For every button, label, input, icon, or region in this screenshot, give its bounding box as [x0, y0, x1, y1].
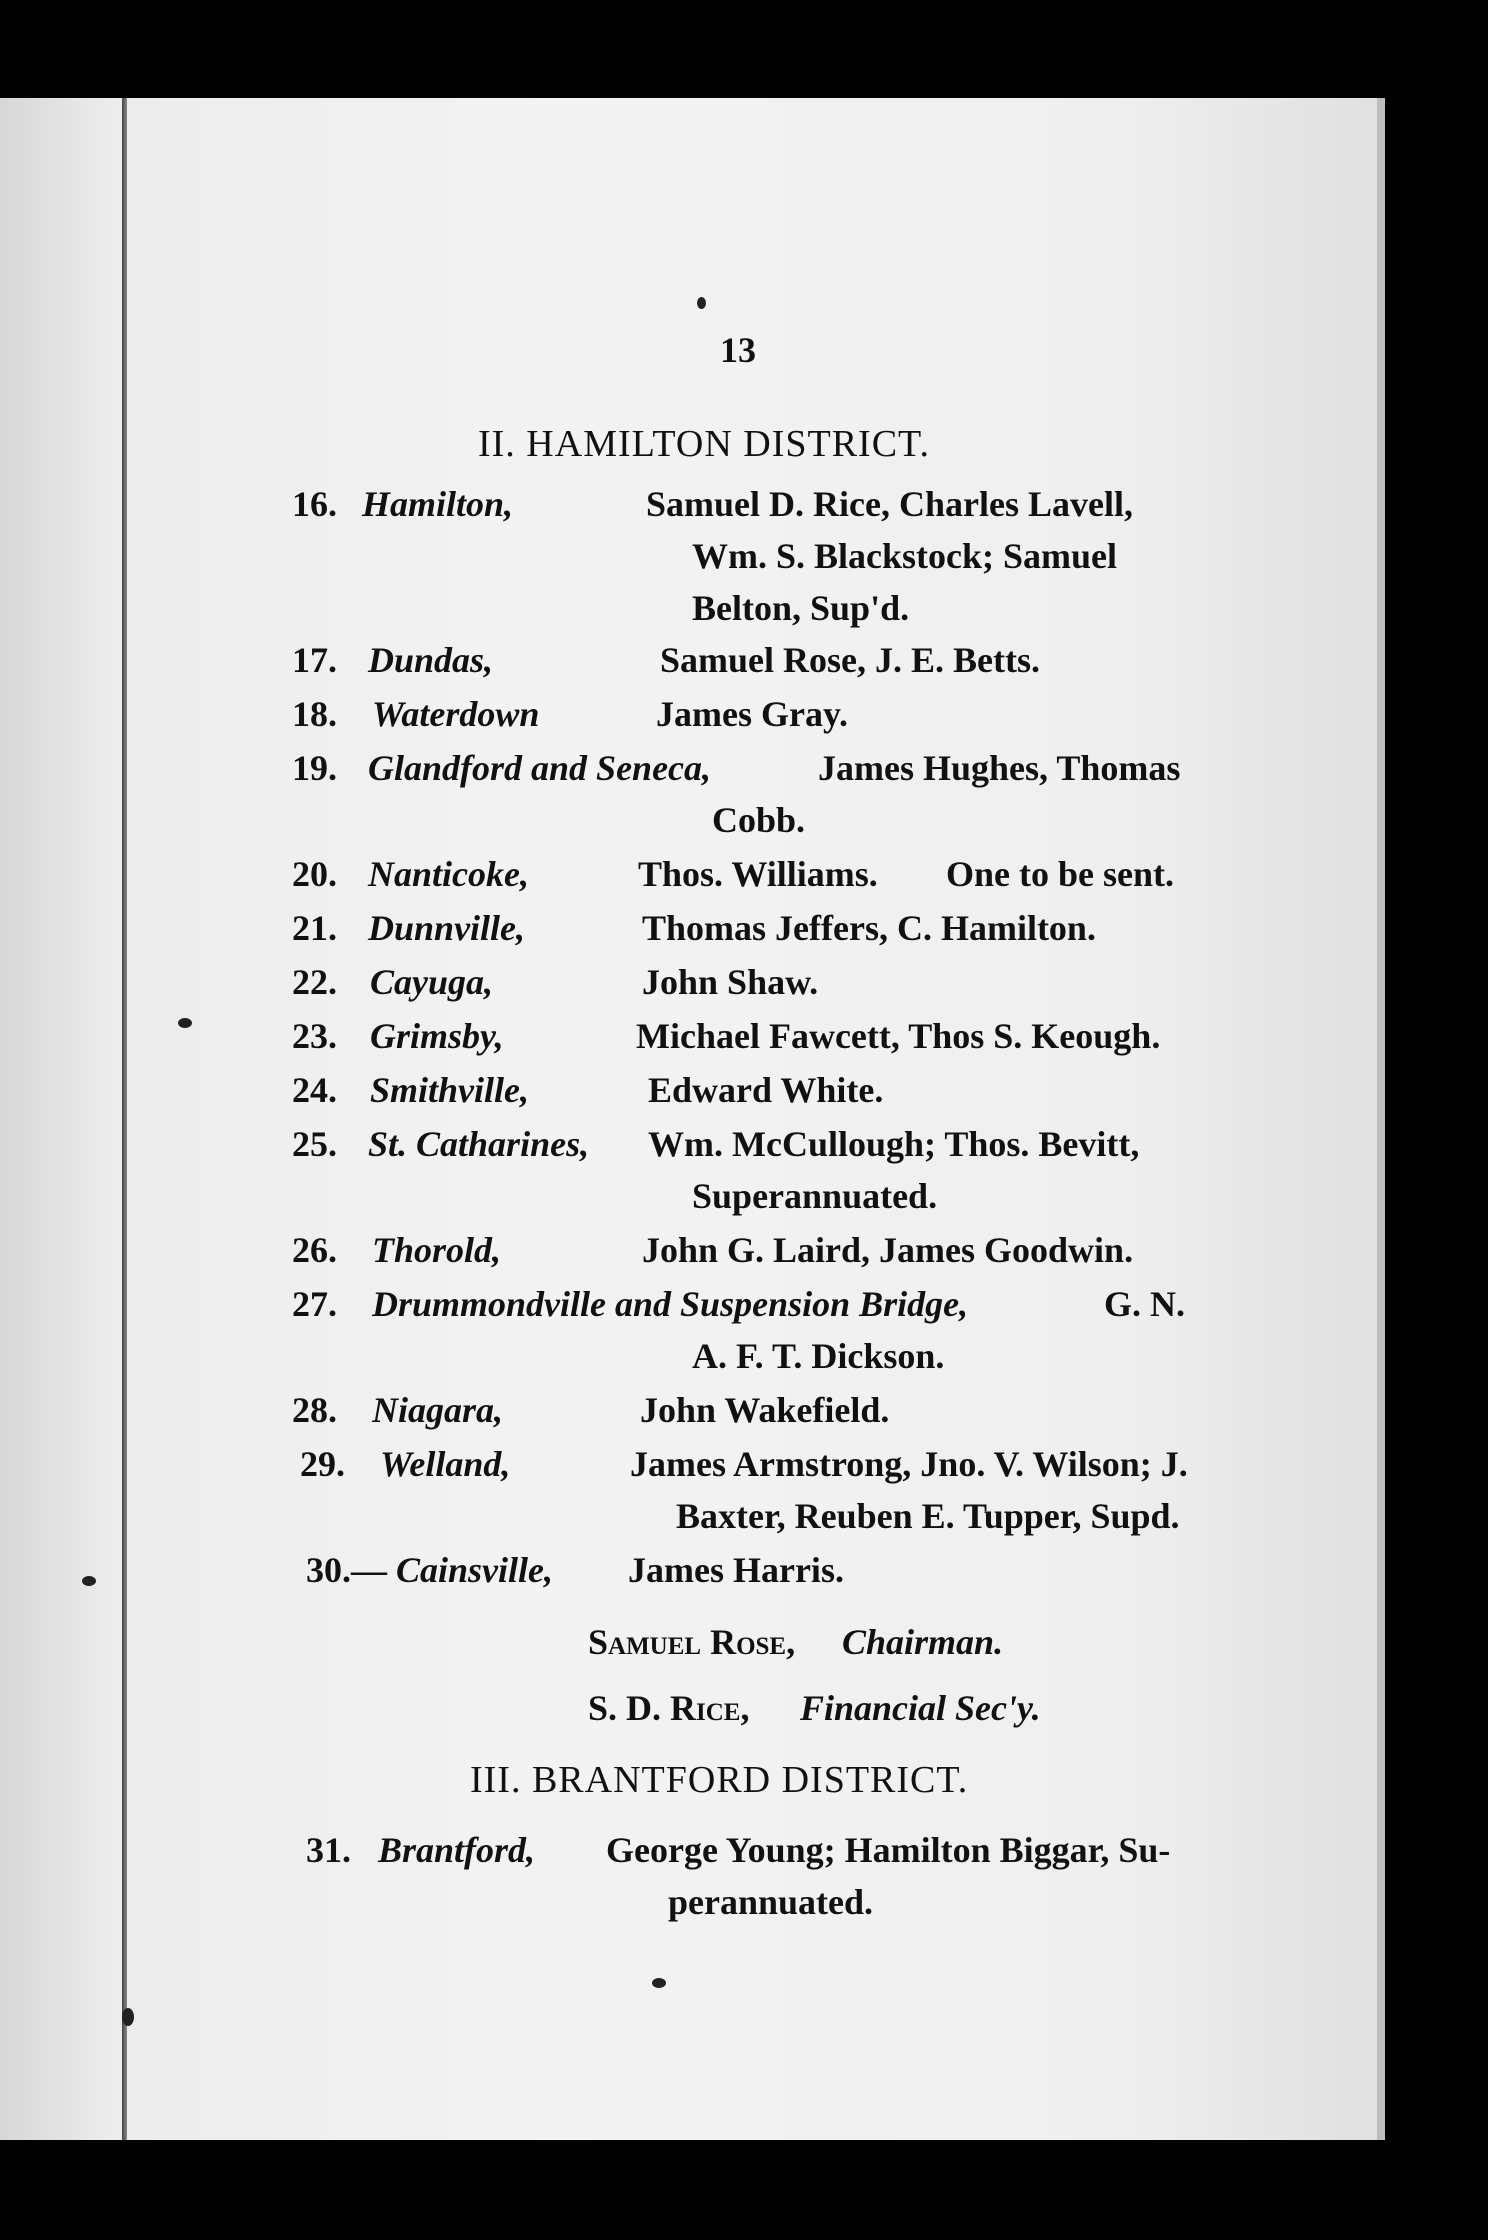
entry-number: 26. — [292, 1230, 337, 1270]
entry-preachers: George Young; Hamilton Biggar, Su- — [606, 1830, 1171, 1870]
entry-place: Hamilton, — [362, 484, 514, 524]
entry-place: Smithville, — [370, 1070, 530, 1110]
district-heading: II. HAMILTON DISTRICT. — [478, 423, 930, 465]
entry-preachers: James Hughes, Thomas — [818, 748, 1181, 788]
signature-name: S. D. Rice, — [588, 1688, 750, 1728]
entry-preachers: John Wakefield. — [640, 1390, 890, 1430]
entry-preachers: Thomas Jeffers, C. Hamilton. — [642, 908, 1096, 948]
ink-speck — [82, 1576, 96, 1586]
entry-number: 28. — [292, 1390, 337, 1430]
entry-number: 18. — [292, 694, 337, 734]
signature-name: Samuel Rose, — [588, 1622, 796, 1662]
entry-preachers: Thos. Williams. — [638, 854, 878, 894]
entry-place: Drummondville and Suspension Bridge, — [372, 1284, 969, 1324]
entry-number: 20. — [292, 854, 337, 894]
entry-note: One to be sent. — [946, 854, 1174, 894]
ink-speck — [122, 2008, 134, 2026]
entry-place: Thorold, — [372, 1230, 502, 1270]
entry-preachers: James Armstrong, Jno. V. Wilson; J. — [630, 1444, 1188, 1484]
entry-preachers: John Shaw. — [642, 962, 819, 1002]
entry-preachers: John G. Laird, James Goodwin. — [642, 1230, 1134, 1270]
entry-number: 19. — [292, 748, 337, 788]
entry-preachers: A. F. T. Dickson. — [692, 1336, 945, 1376]
entry-place: Glandford and Seneca, — [368, 748, 712, 788]
entry-preachers: Cobb. — [712, 800, 806, 840]
entry-preachers: Baxter, Reuben E. Tupper, Supd. — [676, 1496, 1180, 1536]
page-number: 13 — [720, 330, 756, 370]
entry-number: 17. — [292, 640, 337, 680]
entry-preachers: James Gray. — [656, 694, 848, 734]
entry-number: 22. — [292, 962, 337, 1002]
signature-role: Chairman. — [842, 1622, 1004, 1662]
page-spine-shadow — [122, 98, 127, 2140]
entry-place: Nanticoke, — [368, 854, 529, 894]
page-edge — [1377, 98, 1385, 2140]
entry-number: 25. — [292, 1124, 337, 1164]
entry-place: Grimsby, — [370, 1016, 504, 1056]
ink-speck — [652, 1978, 666, 1988]
entry-preachers: G. N. — [1104, 1284, 1185, 1324]
entry-preachers: James Harris. — [628, 1550, 844, 1590]
entry-number: 31. — [306, 1830, 351, 1870]
entry-number: 21. — [292, 908, 337, 948]
entry-place: Waterdown — [372, 694, 540, 734]
district-heading: III. BRANTFORD DISTRICT. — [470, 1759, 969, 1801]
entry-place: Dundas, — [368, 640, 494, 680]
entry-number: 27. — [292, 1284, 337, 1324]
entry-preachers: perannuated. — [668, 1882, 874, 1922]
entry-number: 30.— — [306, 1550, 387, 1590]
entry-place: St. Catharines, — [368, 1124, 590, 1164]
entry-preachers: Samuel D. Rice, Charles Lavell, — [646, 484, 1133, 524]
entry-place: Welland, — [380, 1444, 511, 1484]
entry-number: 16. — [292, 484, 337, 524]
entry-number: 29. — [300, 1444, 345, 1484]
entry-place: Niagara, — [372, 1390, 504, 1430]
entry-preachers: Wm. McCullough; Thos. Bevitt, — [648, 1124, 1140, 1164]
entry-place: Cainsville, — [396, 1550, 554, 1590]
entry-place: Brantford, — [378, 1830, 536, 1870]
ink-speck — [178, 1018, 192, 1028]
entry-number: 24. — [292, 1070, 337, 1110]
ink-speck — [697, 297, 706, 309]
entry-preachers: Superannuated. — [692, 1176, 938, 1216]
entry-preachers: Belton, Sup'd. — [692, 588, 910, 628]
signature-role: Financial Sec'y. — [800, 1688, 1041, 1728]
entry-number: 23. — [292, 1016, 337, 1056]
entry-preachers: Michael Fawcett, Thos S. Keough. — [636, 1016, 1161, 1056]
entry-place: Cayuga, — [370, 962, 494, 1002]
entry-preachers: Edward White. — [648, 1070, 884, 1110]
book-page — [0, 98, 1385, 2140]
entry-preachers: Samuel Rose, J. E. Betts. — [660, 640, 1040, 680]
entry-preachers: Wm. S. Blackstock; Samuel — [692, 536, 1118, 576]
entry-place: Dunnville, — [368, 908, 526, 948]
